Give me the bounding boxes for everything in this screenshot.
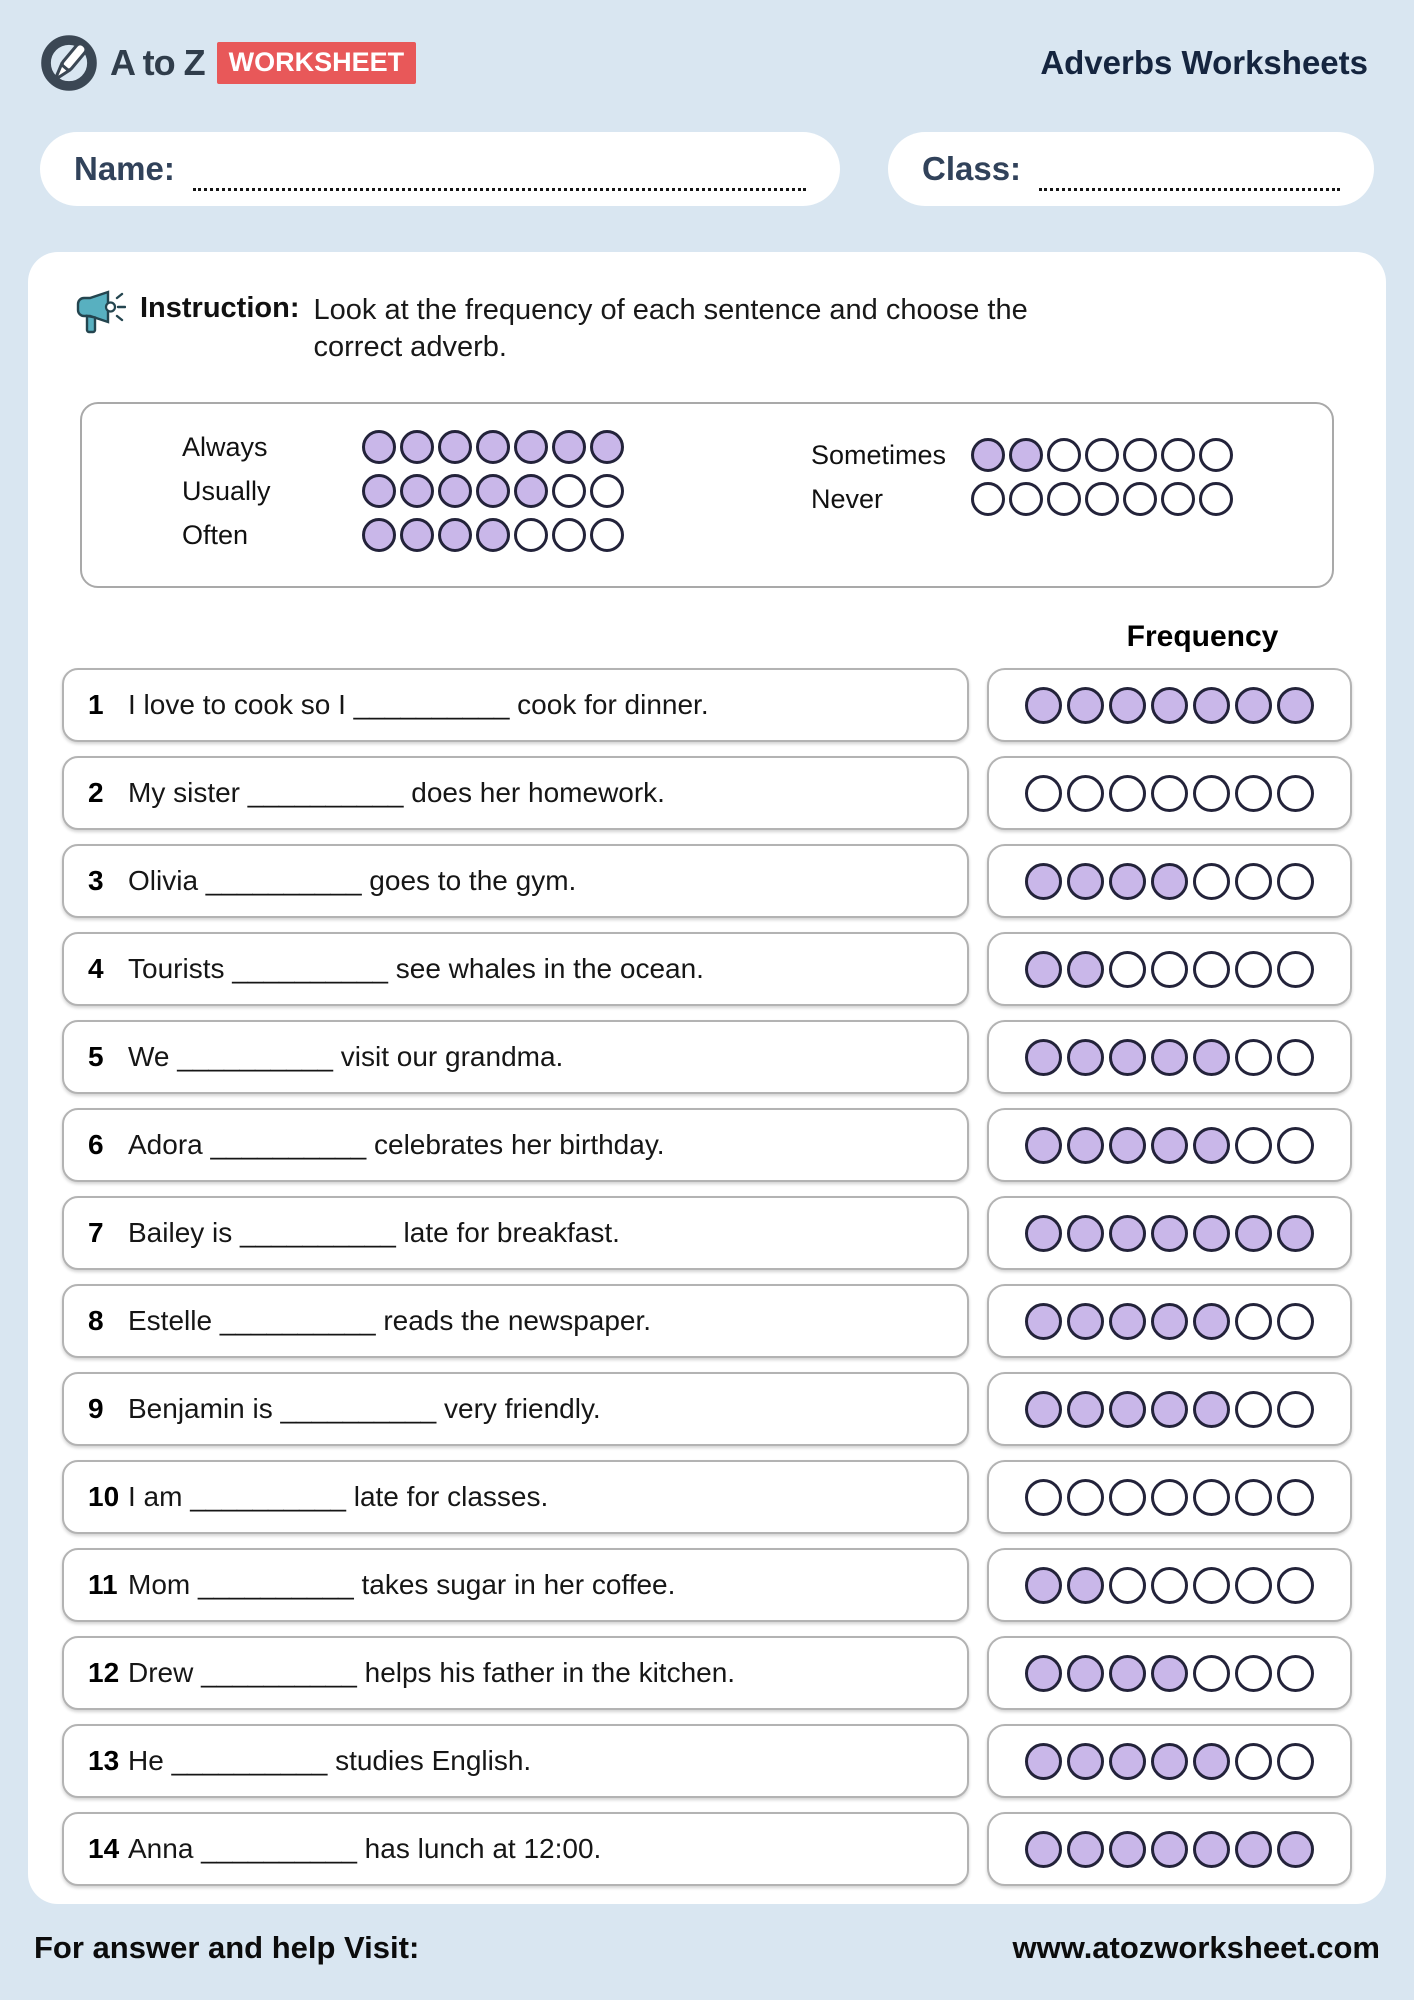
sentence-box (62, 1020, 969, 1094)
frequency-circle-filled (1151, 1039, 1188, 1076)
frequency-circle-empty (1047, 438, 1081, 472)
legend-row-often (182, 518, 781, 552)
frequency-circle-filled (1067, 1655, 1104, 1692)
frequency-circle-empty (1123, 438, 1157, 472)
frequency-box (987, 1020, 1352, 1094)
sentence-box (62, 1724, 969, 1798)
frequency-circle-filled (1193, 1391, 1230, 1428)
question-row-5 (62, 1020, 1352, 1094)
sentence-box (62, 1812, 969, 1886)
frequency-circle-filled (514, 474, 548, 508)
question-number: 8 (88, 1305, 104, 1337)
frequency-circle-empty (1277, 1039, 1314, 1076)
frequency-box (987, 932, 1352, 1006)
frequency-circle-filled (1025, 1303, 1062, 1340)
frequency-circle-empty (1193, 1479, 1230, 1516)
name-label: Name: (74, 150, 175, 187)
legend-left-column (112, 430, 781, 562)
frequency-circles (1025, 687, 1314, 724)
frequency-circle-empty (1277, 1391, 1314, 1428)
frequency-circle-filled (400, 518, 434, 552)
frequency-circle-empty (1025, 775, 1062, 812)
frequency-circles (362, 518, 624, 552)
frequency-circle-empty (1067, 775, 1104, 812)
frequency-circle-filled (1109, 1303, 1146, 1340)
frequency-circle-filled (1067, 863, 1104, 900)
frequency-circle-empty (1151, 1479, 1188, 1516)
frequency-circle-filled (1193, 1831, 1230, 1868)
frequency-column-header: Frequency (1126, 620, 1279, 654)
question-number: 1 (88, 689, 104, 721)
question-number: 6 (88, 1129, 104, 1161)
sentence-box (62, 1108, 969, 1182)
frequency-circle-empty (1235, 1391, 1272, 1428)
frequency-circle-empty (1277, 1743, 1314, 1780)
question-row-10 (62, 1460, 1352, 1534)
sentence-box (62, 844, 969, 918)
frequency-circle-empty (1193, 863, 1230, 900)
frequency-circle-filled (1235, 1215, 1272, 1252)
frequency-circle-filled (1009, 438, 1043, 472)
frequency-circle-empty (1277, 951, 1314, 988)
frequency-circle-filled (1193, 1303, 1230, 1340)
frequency-circle-filled (1151, 687, 1188, 724)
frequency-circle-filled (1025, 1127, 1062, 1164)
question-number: 10 (88, 1481, 120, 1513)
frequency-circles (1025, 1215, 1314, 1252)
frequency-circle-filled (1235, 687, 1272, 724)
question-row-2 (62, 756, 1352, 830)
frequency-box (987, 1460, 1352, 1534)
frequency-circle-filled (1151, 1127, 1188, 1164)
frequency-circle-empty (1109, 775, 1146, 812)
frequency-circle-filled (1151, 1215, 1188, 1252)
sentence-box (62, 668, 969, 742)
frequency-circle-filled (1025, 1831, 1062, 1868)
question-sentence: Estelle __________ reads the newspaper. (128, 1305, 652, 1337)
frequency-circle-filled (1067, 1743, 1104, 1780)
frequency-box (987, 1812, 1352, 1886)
frequency-circle-empty (1151, 775, 1188, 812)
pen-circle-logo-icon (40, 34, 98, 92)
question-row-8 (62, 1284, 1352, 1358)
frequency-circle-empty (1161, 438, 1195, 472)
frequency-circle-empty (552, 474, 586, 508)
frequency-circle-filled (1151, 1655, 1188, 1692)
frequency-circles (1025, 1303, 1314, 1340)
frequency-circles (971, 438, 1233, 472)
question-sentence: Drew __________ helps his father in the kitchen. (128, 1657, 736, 1689)
frequency-circle-empty (1009, 482, 1043, 516)
frequency-circles (1025, 1743, 1314, 1780)
frequency-circle-filled (1067, 951, 1104, 988)
question-sentence: Mom __________ takes sugar in her coffee. (128, 1569, 676, 1601)
frequency-circles (1025, 1831, 1314, 1868)
frequency-circle-empty (590, 518, 624, 552)
frequency-circle-filled (1193, 1039, 1230, 1076)
frequency-circle-filled (1067, 1567, 1104, 1604)
frequency-circle-empty (1235, 863, 1272, 900)
logo-badge: WORKSHEET (217, 42, 417, 84)
legend-label: Usually (182, 475, 271, 506)
class-input-line[interactable] (1039, 147, 1340, 191)
frequency-circle-empty (590, 474, 624, 508)
frequency-circle-filled (1067, 1039, 1104, 1076)
sentence-box (62, 1372, 969, 1446)
frequency-circle-empty (1085, 482, 1119, 516)
frequency-circle-filled (1067, 1303, 1104, 1340)
frequency-box (987, 1284, 1352, 1358)
frequency-circle-empty (1235, 1743, 1272, 1780)
frequency-circle-filled (1067, 1215, 1104, 1252)
frequency-circle-filled (438, 430, 472, 464)
frequency-circle-empty (1277, 775, 1314, 812)
frequency-circle-filled (1109, 1391, 1146, 1428)
frequency-circle-filled (1277, 1215, 1314, 1252)
frequency-circle-filled (971, 438, 1005, 472)
frequency-circle-filled (400, 430, 434, 464)
frequency-circle-empty (1235, 1127, 1272, 1164)
frequency-circle-empty (1067, 1479, 1104, 1516)
instruction-label: Instruction: (140, 292, 300, 324)
question-sentence: My sister __________ does her homework. (128, 777, 665, 809)
frequency-circle-filled (1151, 863, 1188, 900)
frequency-circle-empty (1047, 482, 1081, 516)
legend-row-usually (182, 474, 781, 508)
frequency-circle-filled (1151, 1391, 1188, 1428)
legend-row-sometimes (811, 438, 1302, 472)
frequency-box (987, 756, 1352, 830)
frequency-circle-filled (1025, 1655, 1062, 1692)
frequency-box (987, 1372, 1352, 1446)
frequency-circle-filled (1151, 1743, 1188, 1780)
question-sentence: Tourists __________ see whales in the ocean. (128, 953, 704, 985)
frequency-circle-filled (362, 430, 396, 464)
question-number: 11 (88, 1569, 118, 1601)
frequency-circle-empty (1161, 482, 1195, 516)
question-sentence: Olivia __________ goes to the gym. (128, 865, 577, 897)
frequency-circles (1025, 1039, 1314, 1076)
logo-text: A to Z (110, 42, 205, 83)
frequency-circle-empty (1109, 1567, 1146, 1604)
frequency-circle-empty (1277, 1127, 1314, 1164)
frequency-circle-filled (1109, 1039, 1146, 1076)
frequency-circle-empty (1277, 863, 1314, 900)
frequency-circle-empty (1109, 951, 1146, 988)
frequency-circle-filled (1109, 1655, 1146, 1692)
frequency-circle-empty (1151, 1567, 1188, 1604)
frequency-circle-empty (1123, 482, 1157, 516)
frequency-circle-filled (1025, 1567, 1062, 1604)
frequency-circle-filled (1025, 863, 1062, 900)
sentence-box (62, 756, 969, 830)
question-number: 13 (88, 1745, 120, 1777)
question-sentence: Adora __________ celebrates her birthday. (128, 1129, 665, 1161)
frequency-circles (1025, 775, 1314, 812)
frequency-circle-empty (514, 518, 548, 552)
question-number: 3 (88, 865, 104, 897)
class-field (888, 132, 1374, 206)
question-sentence: Bailey is __________ late for breakfast. (128, 1217, 620, 1249)
question-sentence: He __________ studies English. (128, 1745, 532, 1777)
question-sentence: I love to cook so I __________ cook for dinner. (128, 689, 709, 721)
frequency-circle-empty (1193, 951, 1230, 988)
page-title: Adverbs Worksheets (1040, 44, 1368, 81)
frequency-circle-filled (400, 474, 434, 508)
question-number: 5 (88, 1041, 104, 1073)
sentence-box (62, 1196, 969, 1270)
frequency-circle-empty (1235, 1479, 1272, 1516)
frequency-circle-filled (438, 474, 472, 508)
question-row-14 (62, 1812, 1352, 1886)
frequency-circle-empty (1277, 1655, 1314, 1692)
frequency-circle-empty (1085, 438, 1119, 472)
sentence-box (62, 1548, 969, 1622)
frequency-circle-filled (1067, 1391, 1104, 1428)
frequency-circles (1025, 1655, 1314, 1692)
frequency-circle-filled (1109, 1127, 1146, 1164)
megaphone-icon (74, 288, 126, 336)
question-row-1 (62, 668, 1352, 742)
frequency-circle-filled (1277, 687, 1314, 724)
frequency-circle-filled (1277, 1831, 1314, 1868)
question-number: 7 (88, 1217, 104, 1249)
sentence-box (62, 1460, 969, 1534)
footer-help-text: For answer and help Visit: (34, 1930, 420, 1965)
frequency-box (987, 668, 1352, 742)
frequency-circle-empty (1235, 951, 1272, 988)
frequency-circle-empty (971, 482, 1005, 516)
frequency-circle-empty (1277, 1479, 1314, 1516)
frequency-circle-filled (1067, 687, 1104, 724)
frequency-circle-filled (1235, 1831, 1272, 1868)
frequency-circle-filled (476, 518, 510, 552)
frequency-circles (1025, 1567, 1314, 1604)
frequency-circle-filled (1025, 687, 1062, 724)
legend-row-always (182, 430, 781, 464)
frequency-circle-filled (438, 518, 472, 552)
frequency-circle-filled (1193, 1743, 1230, 1780)
frequency-circle-filled (1109, 687, 1146, 724)
frequency-circle-filled (476, 430, 510, 464)
frequency-box (987, 1636, 1352, 1710)
question-row-13 (62, 1724, 1352, 1798)
frequency-circle-empty (1151, 951, 1188, 988)
frequency-box (987, 1196, 1352, 1270)
frequency-circle-filled (1067, 1127, 1104, 1164)
frequency-circle-empty (1235, 1039, 1272, 1076)
student-fields (28, 132, 1386, 206)
question-sentence: I am __________ late for classes. (128, 1481, 549, 1513)
question-number: 14 (88, 1833, 120, 1865)
frequency-circle-empty (552, 518, 586, 552)
legend-label: Often (182, 519, 249, 550)
legend-label: Never (811, 483, 884, 514)
frequency-circle-filled (1151, 1831, 1188, 1868)
frequency-circle-filled (590, 430, 624, 464)
frequency-circle-filled (1193, 1215, 1230, 1252)
question-row-7 (62, 1196, 1352, 1270)
frequency-circles (1025, 1391, 1314, 1428)
frequency-circle-filled (1025, 1215, 1062, 1252)
frequency-circles (1025, 863, 1314, 900)
frequency-circle-filled (476, 474, 510, 508)
frequency-circle-filled (1025, 1743, 1062, 1780)
frequency-legend (80, 402, 1334, 588)
frequency-circle-filled (1109, 863, 1146, 900)
frequency-circle-empty (1235, 1303, 1272, 1340)
sentence-box (62, 1284, 969, 1358)
question-number: 2 (88, 777, 104, 809)
frequency-box (987, 844, 1352, 918)
frequency-circle-filled (1193, 1127, 1230, 1164)
frequency-circle-empty (1199, 438, 1233, 472)
sentence-box (62, 932, 969, 1006)
frequency-box (987, 1108, 1352, 1182)
frequency-circle-empty (1025, 1479, 1062, 1516)
legend-row-never (811, 482, 1302, 516)
frequency-circle-filled (1109, 1743, 1146, 1780)
frequency-circles (1025, 951, 1314, 988)
frequency-circles (971, 482, 1233, 516)
question-number: 4 (88, 953, 104, 985)
frequency-circles (362, 430, 624, 464)
question-row-12 (62, 1636, 1352, 1710)
frequency-circle-filled (1193, 687, 1230, 724)
frequency-box (987, 1724, 1352, 1798)
frequency-circle-filled (552, 430, 586, 464)
instruction-text: Look at the frequency of each sentence and choose the correct adverb. (313, 294, 1028, 364)
question-list (62, 668, 1352, 1886)
frequency-circles (362, 474, 624, 508)
frequency-circle-filled (362, 518, 396, 552)
question-sentence: We __________ visit our grandma. (128, 1041, 564, 1073)
instruction-block (62, 286, 1352, 366)
logo (40, 34, 416, 92)
frequency-box (987, 1548, 1352, 1622)
frequency-circle-empty (1235, 775, 1272, 812)
question-row-11 (62, 1548, 1352, 1622)
frequency-circle-empty (1277, 1567, 1314, 1604)
frequency-circle-filled (1025, 1039, 1062, 1076)
frequency-circle-empty (1193, 1567, 1230, 1604)
question-sentence: Benjamin is __________ very friendly. (128, 1393, 601, 1425)
frequency-circle-empty (1235, 1567, 1272, 1604)
frequency-circle-filled (1109, 1831, 1146, 1868)
frequency-circle-empty (1193, 1655, 1230, 1692)
frequency-circle-empty (1193, 775, 1230, 812)
frequency-circle-filled (1109, 1215, 1146, 1252)
name-input-line[interactable] (193, 147, 806, 191)
question-number: 9 (88, 1393, 104, 1425)
question-row-3 (62, 844, 1352, 918)
legend-right-column (781, 430, 1302, 562)
name-field (40, 132, 840, 206)
worksheet-panel (28, 252, 1386, 1904)
class-label: Class: (922, 150, 1022, 187)
frequency-circle-empty (1199, 482, 1233, 516)
frequency-circle-filled (1067, 1831, 1104, 1868)
frequency-circle-filled (1025, 1391, 1062, 1428)
legend-label: Always (182, 431, 268, 462)
frequency-circle-filled (1025, 951, 1062, 988)
footer-website-link[interactable]: www.atozworksheet.com (1012, 1930, 1380, 1965)
frequency-circle-empty (1235, 1655, 1272, 1692)
header (28, 34, 1386, 92)
frequency-circle-filled (514, 430, 548, 464)
frequency-circle-empty (1109, 1479, 1146, 1516)
frequency-circles (1025, 1127, 1314, 1164)
footer (28, 1930, 1386, 1966)
question-row-6 (62, 1108, 1352, 1182)
frequency-circle-filled (1151, 1303, 1188, 1340)
sentence-box (62, 1636, 969, 1710)
question-row-9 (62, 1372, 1352, 1446)
frequency-circles (1025, 1479, 1314, 1516)
frequency-circle-filled (362, 474, 396, 508)
question-row-4 (62, 932, 1352, 1006)
legend-label: Sometimes (811, 439, 947, 470)
question-sentence: Anna __________ has lunch at 12:00. (128, 1833, 602, 1865)
question-number: 12 (88, 1657, 120, 1689)
frequency-circle-empty (1277, 1303, 1314, 1340)
